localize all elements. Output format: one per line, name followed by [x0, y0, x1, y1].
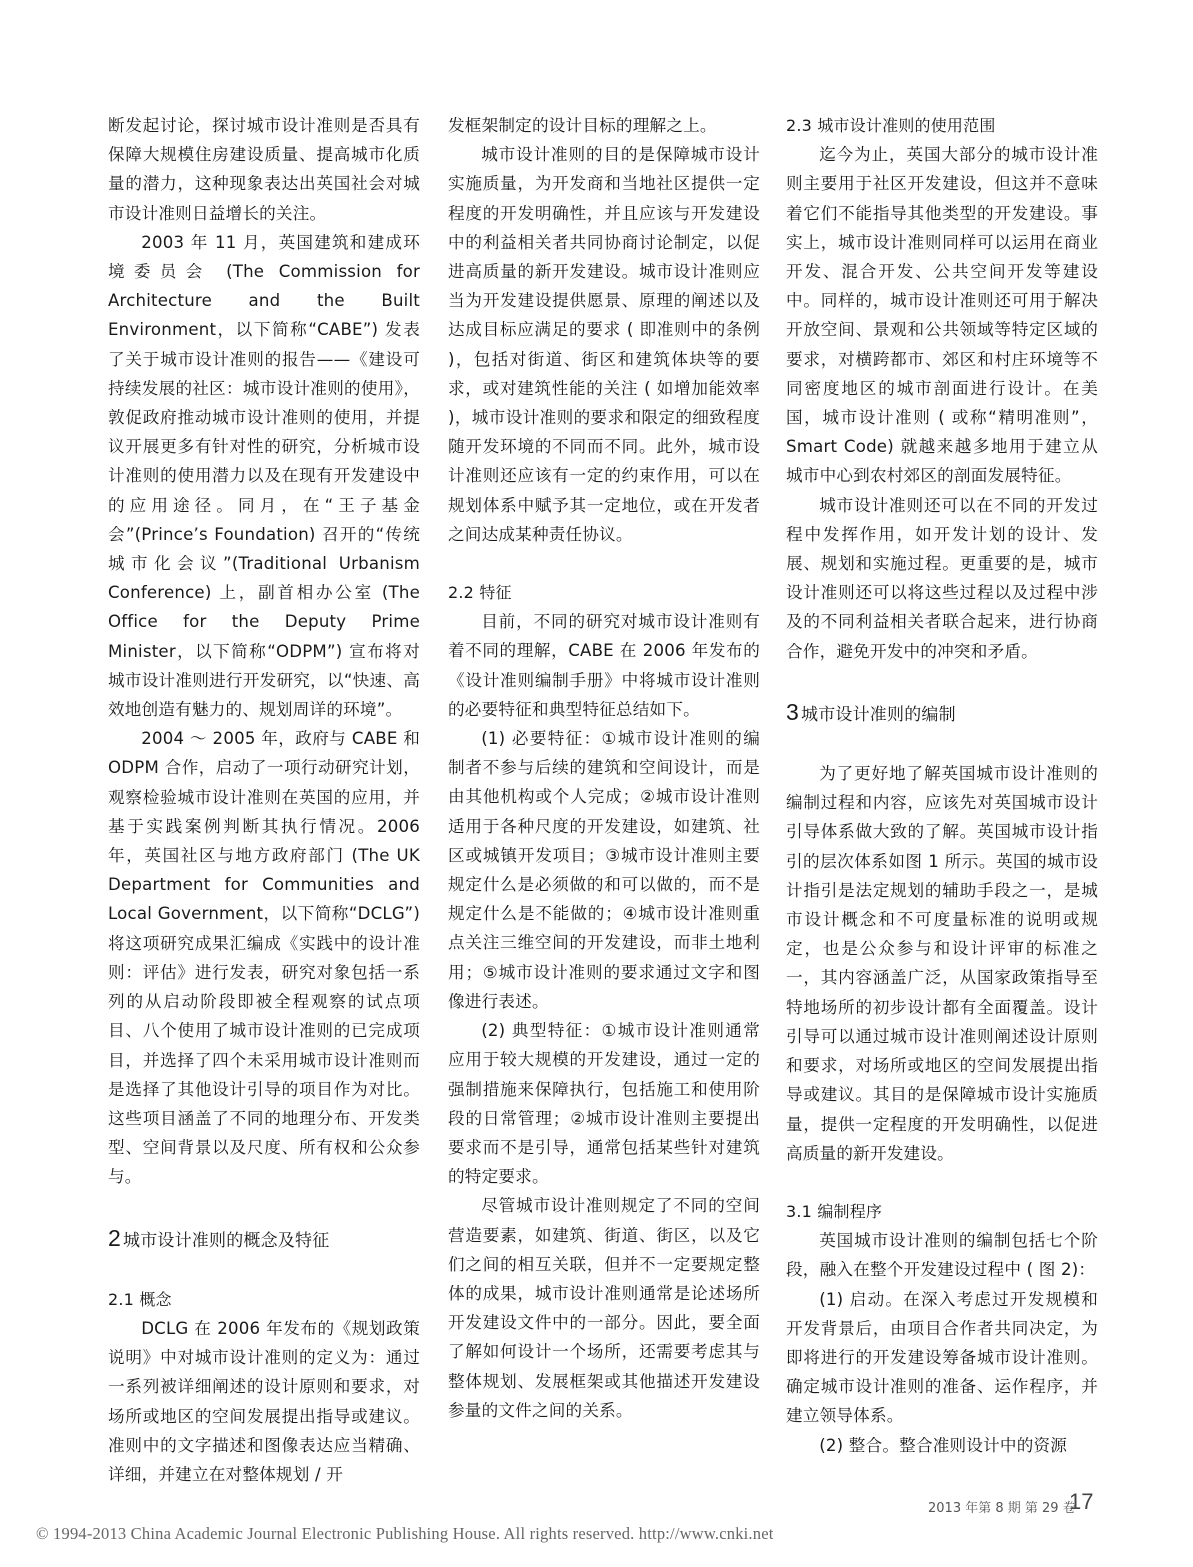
copyright-notice: © 1994-2013 China Academic Journal Electronic Publishing House. All rights reserved. http://www.cnki.net: [36, 1524, 774, 1543]
subsection-heading-2-2: 2.2 特征: [448, 583, 512, 603]
paragraph: 发框架制定的设计目标的理解之上。: [448, 116, 717, 135]
subsection-heading-2-1: 2.1 概念: [108, 1289, 172, 1309]
column-left: [108, 111, 420, 1489]
page-number: 17: [1069, 1489, 1094, 1514]
subsection-heading-2-3: 2.3 城市设计准则的使用范围: [786, 116, 996, 135]
section-title: 城市设计准则的编制: [801, 704, 956, 725]
subsection-heading-3-1: 3.1 编制程序: [786, 1201, 883, 1221]
paragraph: (1) 必要特征：①城市设计准则的编制者不参与后续的建筑和空间设计，而是由其他机构或个人完成；②城市设计准则适用于各种尺度的开发建设，如建筑、社区或城镇开发项目；③城市设计准则主要规定什么是必须做的和可以做的，而不是规定什么是不能做的；④城市设计准则重点关注三维空间的开发建设，而非土地利用；⑤城市设计准则的要求通过文字和图像进行表述。: [448, 729, 760, 1011]
paragraph: (2) 典型特征：①城市设计准则通常应用于较大规模的开发建设，通过一定的强制措施来保障执行，包括施工和使用阶段的日常管理；②城市设计准则主要提出要求而不是引导，通常包括某些针对建筑的特定要求。: [448, 1021, 760, 1187]
section-heading-2: [108, 1224, 420, 1256]
section-heading-3: [786, 698, 1098, 730]
column-middle: [448, 111, 760, 1425]
paragraph: 城市设计准则还可以在不同的开发过程中发挥作用，如开发计划的设计、发展、规划和实施过程。更重要的是，城市设计准则还可以将这些过程以及过程中涉及的不同利益相关者联合起来，进行协商合作，避免开发中的冲突和矛盾。: [786, 495, 1098, 661]
section-title: 城市设计准则的概念及特征: [123, 1230, 330, 1251]
section-number: 2: [108, 1224, 121, 1251]
issue-info: 2013 年第 8 期 第 29 卷: [928, 1501, 1076, 1516]
paragraph: 英国城市设计准则的编制包括七个阶段，融入在整个开发建设过程中 ( 图 2)：: [786, 1231, 1098, 1280]
paragraph: (2) 整合。整合准则设计中的资源: [819, 1435, 1068, 1455]
section-number: 3: [786, 698, 799, 725]
column-right: [786, 111, 1098, 1460]
paragraph: 尽管城市设计准则规定了不同的空间营造要素，如建筑、街道、街区，以及它们之间的相互关联，但并不一定要规定整体的成果，城市设计准则通常是论述场所开发建设文件中的一部分。因此，要全面了解如何设计一个场所，还需要考虑其与整体规划、发展框架或其他描述开发建设参量的文件之间的关系。: [448, 1196, 760, 1420]
paragraph: 断发起讨论，探讨城市设计准则是否具有保障大规模住房建设质量、提高城市化质量的潜力，这种现象表达出英国社会对城市设计准则日益增长的关注。: [108, 116, 420, 223]
paragraph: 城市设计准则的目的是保障城市设计实施质量，为开发商和当地社区提供一定程度的开发明确性，并且应该与开发建设中的利益相关者共同协商讨论制定，以促进高质量的新开发建设。城市设计准则应当为开发建设提供愿景、原理的阐述以及达成目标应满足的要求 ( 即准则中的条例 )，包括对街道、街区和建筑体块等的要求，或对建筑性能的关注 ( 如增加能效率 )，城市设计准则的要求和限定的细致程度随开发环境的不同而不同。此外，城市设计准则还应该有一定的约束作用，可以在规划体系中赋予其一定地位，或在开发者之间达成某种责任协议。: [448, 145, 760, 544]
paragraph: DCLG 在 2006 年发布的《规划政策说明》中对城市设计准则的定义为：通过一系列被详细阐述的设计原则和要求，对场所或地区的空间发展提出指导或建议。准则中的文字描述和图像表达应当精确、详细，并建立在对整体规划 / 开: [108, 1318, 420, 1484]
paragraph: 2003 年 11 月，英国建筑和建成环境委员会 (The Commission for Architecture and the Built Environment，以下简称“CABE”) 发表了关于城市设计准则的报告——《建设可持续发展的社区：城市设计准则的使用》，敦促政府推动城市设计准则的使用，并提议开展更多有针对性的研究，分析城市设计准则的使用潜力以及在现有开发建设中的应用途径。同月，在“王子基金会”(Prince’s Foundation) 召开的“传统城市化会议”(Traditional Urbanism Conference) 上，副首相办公室 (The Office for the Deputy Prime Minister，以下简称“ODPM”) 宣布将对城市设计准则进行开发研究，以“快速、高效地创造有魅力的、规划周详的环境”。: [108, 232, 420, 720]
paragraph: 为了更好地了解英国城市设计准则的编制过程和内容，应该先对英国城市设计引导体系做大致的了解。英国城市设计指引的层次体系如图 1 所示。英国的城市设计指引是法定规划的辅助手段之一，是城市设计概念和不可度量标准的说明或规定，也是公众参与和设计评审的标准之一，其内容涵盖广泛，从国家政策指导至特地场所的初步设计都有全面覆盖。设计引导可以通过城市设计准则阐述设计原则和要求，对场所或地区的空间发展提出指导或建议。其目的是保障城市设计实施质量，提供一定程度的开发明确性，以促进高质量的新开发建设。: [786, 764, 1098, 1163]
paragraph: 目前，不同的研究对城市设计准则有着不同的理解，CABE 在 2006 年发布的《设计准则编制手册》中将城市设计准则的必要特征和典型特征总结如下。: [448, 612, 760, 719]
paragraph: 2004 ～ 2005 年，政府与 CABE 和 ODPM 合作，启动了一项行动研究计划，观察检验城市设计准则在英国的应用，并基于实践案例判断其执行情况。2006 年，英国社区与地方政府部门 (The UK Department for Communities and Local Government，以下简称“DCLG”) 将这项研究成果汇编成《实践中的设计准则：评估》进行发表，研究对象包括一系列的从启动阶段即被全程观察的试点项目、八个使用了城市设计准则的已完成项目，并选择了四个未采用城市设计准则而是选择了其他设计引导的项目作为对比。这些项目涵盖了不同的地理分布、开发类型、空间背景以及尺度、所有权和公众参与。: [108, 729, 420, 1187]
paragraph: (1) 启动。在深入考虑过开发规模和开发背景后，由项目合作者共同决定，为即将进行的开发建设筹备城市设计准则。确定城市设计准则的准备、运作程序，并建立领导体系。: [786, 1289, 1098, 1426]
paragraph: 迄今为止，英国大部分的城市设计准则主要用于社区开发建设，但这并不意味着它们不能指导其他类型的开发建设。事实上，城市设计准则同样可以运用在商业开发、混合开发、公共空间开发等建设中。同样的，城市设计准则还可用于解决开放空间、景观和公共领域等特定区域的要求，对横跨都市、郊区和村庄环境等不同密度地区的城市剖面进行设计。在美国，城市设计准则 ( 或称“精明准则”，Smart Code) 就越来越多地用于建立从城市中心到农村郊区的剖面发展特征。: [786, 145, 1098, 486]
